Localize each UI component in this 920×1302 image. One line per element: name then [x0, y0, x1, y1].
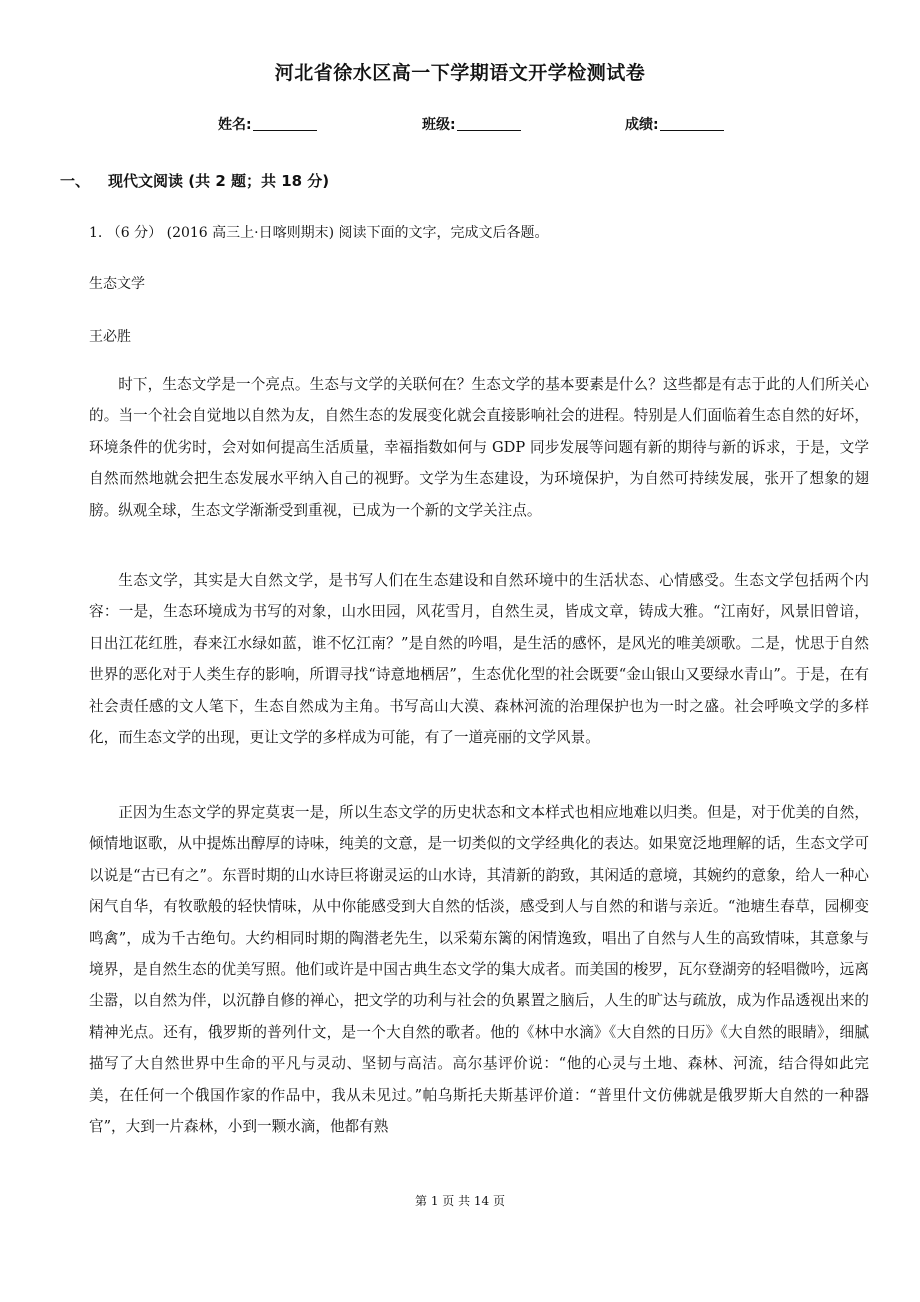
- score-blank: [660, 116, 724, 131]
- question-prompt: 1. （6 分） (2016 高三上·日喀则期末) 阅读下面的文字，完成文后各题。: [89, 225, 549, 241]
- article-paragraph: 正因为生态文学的界定莫衷一是，所以生态文学的历史状态和文本样式也相应地难以归类。但是，对于优美的自然，倾情地讴歌，从中提炼出醇厚的诗味，纯美的文意，是一切类似的文学经典化的表达。如果宽泛地理解的话，生态文学可以说是“古已有之”。东晋时期的山水诗巨将谢灵运的山水诗，其清新的韵致，其闲适的意境，其婉约的意象，给人一种心闲气自华，有牧歌般的轻快情味，从中你能感受到大自然的恬淡，感受到人与自然的和谐与亲近。“池塘生春草，园柳变鸣禽”，成为千古绝句。大约相同时期的陶潜老先生，以采菊东篱的闲情逸致，唱出了自然与人生的高致情味，其意象与境界，是自然生态的优美写照。他们或许是中国古典生态文学的集大成者。而美国的梭罗，瓦尔登湖旁的轻唱微吟，远离尘嚣，以自然为伴，以沉静自修的禅心，把文学的功利与社会的负累置之脑后，人生的旷达与疏放，成为作品透视出来的精神光点。还有，俄罗斯的普列什文，是一个大自然的歌者。他的《林中水滴》《大自然的日历》《大自然的眼睛》，细腻描写了大自然世界中生命的平凡与灵动、坚韧与高洁。高尔基评价说：“他的心灵与土地、森林、河流，结合得如此完美，在任何一个俄国作家的作品中，我从未见过。”帕乌斯托夫斯基评价道：“普里什文仿佛就是俄罗斯大自然的一种器官”，大到一片森林，小到一颗水滴，他都有熟: [89, 804, 869, 1136]
- article-title: 生态文学: [89, 276, 145, 292]
- class-label: 班级:: [422, 117, 456, 133]
- section-number: 一、: [60, 172, 91, 190]
- name-label: 姓名:: [218, 117, 252, 133]
- article-author: 王必胜: [89, 329, 131, 345]
- score-field: [625, 114, 724, 134]
- class-blank: [457, 116, 521, 131]
- student-info-row: [0, 114, 920, 138]
- class-field: [422, 114, 521, 134]
- score-label: 成绩:: [625, 117, 659, 133]
- article-paragraph: 生态文学，其实是大自然文学，是书写人们在生态建设和自然环境中的生活状态、心情感受。生态文学包括两个内容：一是，生态环境成为书写的对象，山水田园，风花雪月，自然生灵，皆成文章，铸成大雅。“江南好，风景旧曾谙，日出江花红胜，春来江水绿如蓝，谁不忆江南？”是自然的吟唱，是生活的感怀，是风光的唯美颂歌。二是，忧思于自然世界的恶化对于人类生存的影响，所谓寻找“诗意地栖居”，生态优化型的社会既要“金山银山又要绿水青山”。于是，在有社会责任感的文人笔下，生态自然成为主角。书写高山大漠、森林河流的治理保护也为一时之盛。社会呼唤文学的多样化，而生态文学的出现，更让文学的多样成为可能，有了一道亮丽的文学风景。: [89, 572, 869, 747]
- exam-title: 河北省徐水区高一下学期语文开学检测试卷: [274, 62, 646, 84]
- name-field: [218, 114, 317, 134]
- section-title: 现代文阅读 (共 2 题；共 18 分): [108, 172, 330, 190]
- name-blank: [253, 116, 317, 131]
- section-heading: [60, 170, 329, 191]
- article-paragraph: 时下，生态文学是一个亮点。生态与文学的关联何在？生态文学的基本要素是什么？这些都是有志于此的人们所关心的。当一个社会自觉地以自然为友，自然生态的发展变化就会直接影响社会的进程。特别是人们面临着生态自然的好坏，环境条件的优劣时，会对如何提高生活质量，幸福指数如何与 GDP 同步发展等问题有新的期待与新的诉求，于是，文学自然而然地就会把生态发展水平纳入自己的视野。文学为生态建设，为环境保护，为自然可持续发展，张开了想象的翅膀。纵观全球，生态文学渐渐受到重视，已成为一个新的文学关注点。: [89, 376, 869, 519]
- page-footer: 第 1 页 共 14 页: [415, 1194, 505, 1208]
